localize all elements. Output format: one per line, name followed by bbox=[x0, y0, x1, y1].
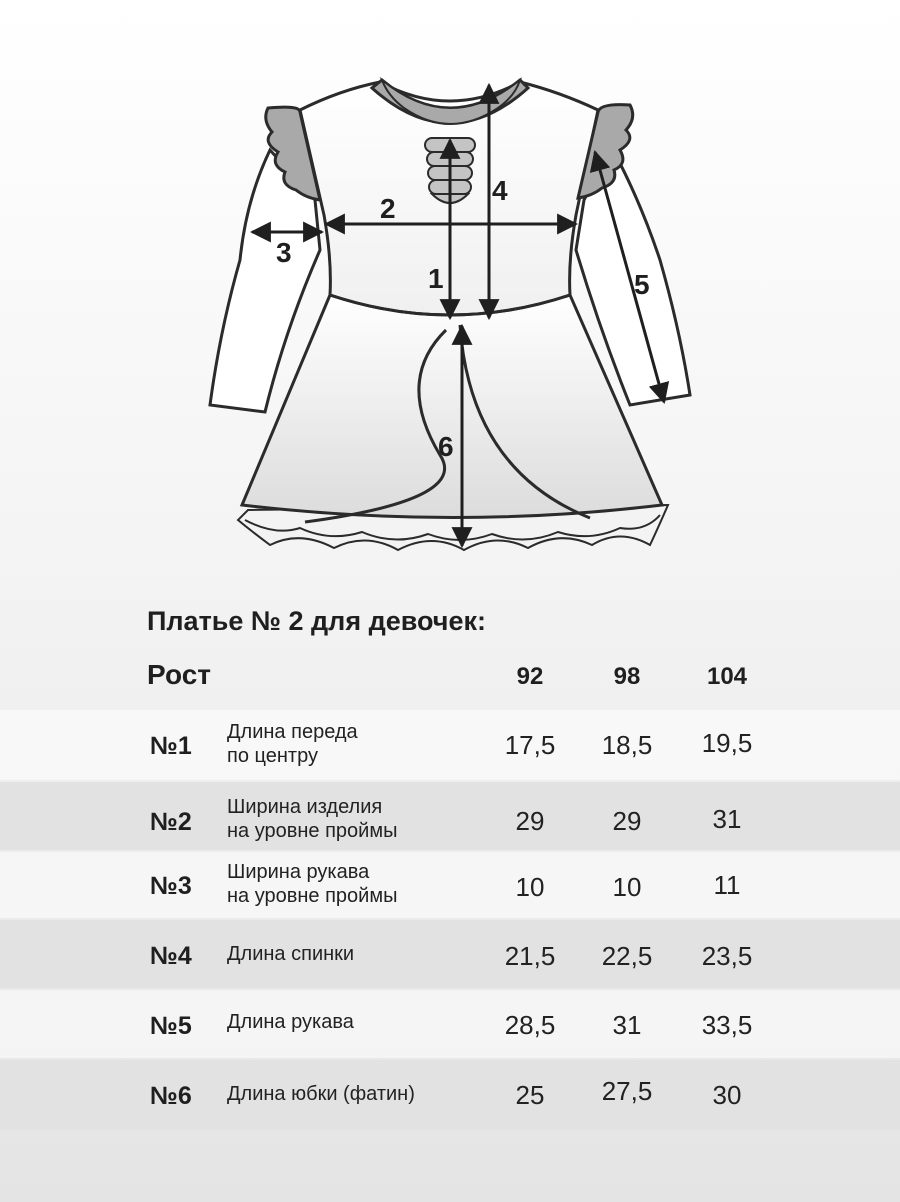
height-label: Рост bbox=[147, 659, 211, 690]
table-row bbox=[0, 782, 900, 850]
row-description bbox=[227, 795, 397, 843]
row-number: №3 bbox=[150, 872, 192, 900]
row-number: №4 bbox=[150, 942, 192, 970]
value-104: 11 bbox=[713, 870, 741, 900]
table-row bbox=[0, 1060, 900, 1130]
value-92: 10 bbox=[515, 872, 545, 902]
measure-label-3: 3 bbox=[276, 237, 292, 268]
measure-label-2: 2 bbox=[380, 193, 396, 224]
value-92: 17,5 bbox=[504, 730, 556, 760]
size-header-row bbox=[0, 655, 900, 699]
row-description bbox=[227, 720, 358, 768]
value-98: 18,5 bbox=[601, 730, 653, 760]
row-description-line-1: Ширина рукава bbox=[227, 861, 370, 883]
value-104: 33,5 bbox=[701, 1010, 753, 1040]
skirt bbox=[242, 295, 662, 518]
row-description: Длина юбки (фатин) bbox=[227, 1083, 415, 1105]
value-92: 29 bbox=[515, 806, 545, 836]
size-104: 104 bbox=[706, 663, 748, 690]
value-98: 10 bbox=[612, 872, 642, 902]
row-description bbox=[227, 860, 397, 908]
table-row bbox=[0, 990, 900, 1058]
row-description-line-2: по центру bbox=[227, 745, 318, 767]
row-description-line-2: на уровне проймы bbox=[227, 820, 398, 842]
value-104: 23,5 bbox=[701, 941, 753, 971]
row-description: Длина рукава bbox=[227, 1011, 354, 1033]
value-98: 29 bbox=[612, 806, 642, 836]
dress-measurement-diagram bbox=[0, 0, 900, 600]
value-104: 31 bbox=[712, 804, 742, 834]
table-row bbox=[0, 852, 900, 918]
table-row bbox=[0, 920, 900, 988]
measure-label-6: 6 bbox=[438, 431, 454, 462]
measure-label-1: 1 bbox=[428, 263, 444, 294]
measure-label-4: 4 bbox=[492, 175, 508, 206]
row-description-line-2: на уровне проймы bbox=[227, 885, 398, 907]
row-description-line-1: Длина переда bbox=[227, 721, 358, 743]
row-number: №6 bbox=[150, 1082, 192, 1110]
value-104: 19,5 bbox=[701, 728, 753, 758]
value-98: 22,5 bbox=[601, 941, 653, 971]
size-92: 92 bbox=[516, 663, 544, 690]
row-description-line-1: Ширина изделия bbox=[227, 796, 383, 818]
value-92: 21,5 bbox=[504, 941, 556, 971]
value-104: 30 bbox=[712, 1080, 742, 1110]
value-92: 28,5 bbox=[504, 1010, 556, 1040]
table-row bbox=[0, 710, 900, 780]
value-98: 31 bbox=[612, 1010, 642, 1040]
row-description: Длина спинки bbox=[227, 943, 355, 965]
table-title: Платье № 2 для девочек: bbox=[147, 606, 486, 636]
value-98: 27,5 bbox=[601, 1076, 653, 1106]
value-92: 25 bbox=[515, 1080, 545, 1110]
row-number: №5 bbox=[150, 1012, 192, 1040]
row-number: №1 bbox=[150, 732, 192, 760]
row-number: №2 bbox=[150, 808, 192, 836]
measure-label-5: 5 bbox=[634, 269, 650, 300]
size-98: 98 bbox=[613, 663, 641, 690]
